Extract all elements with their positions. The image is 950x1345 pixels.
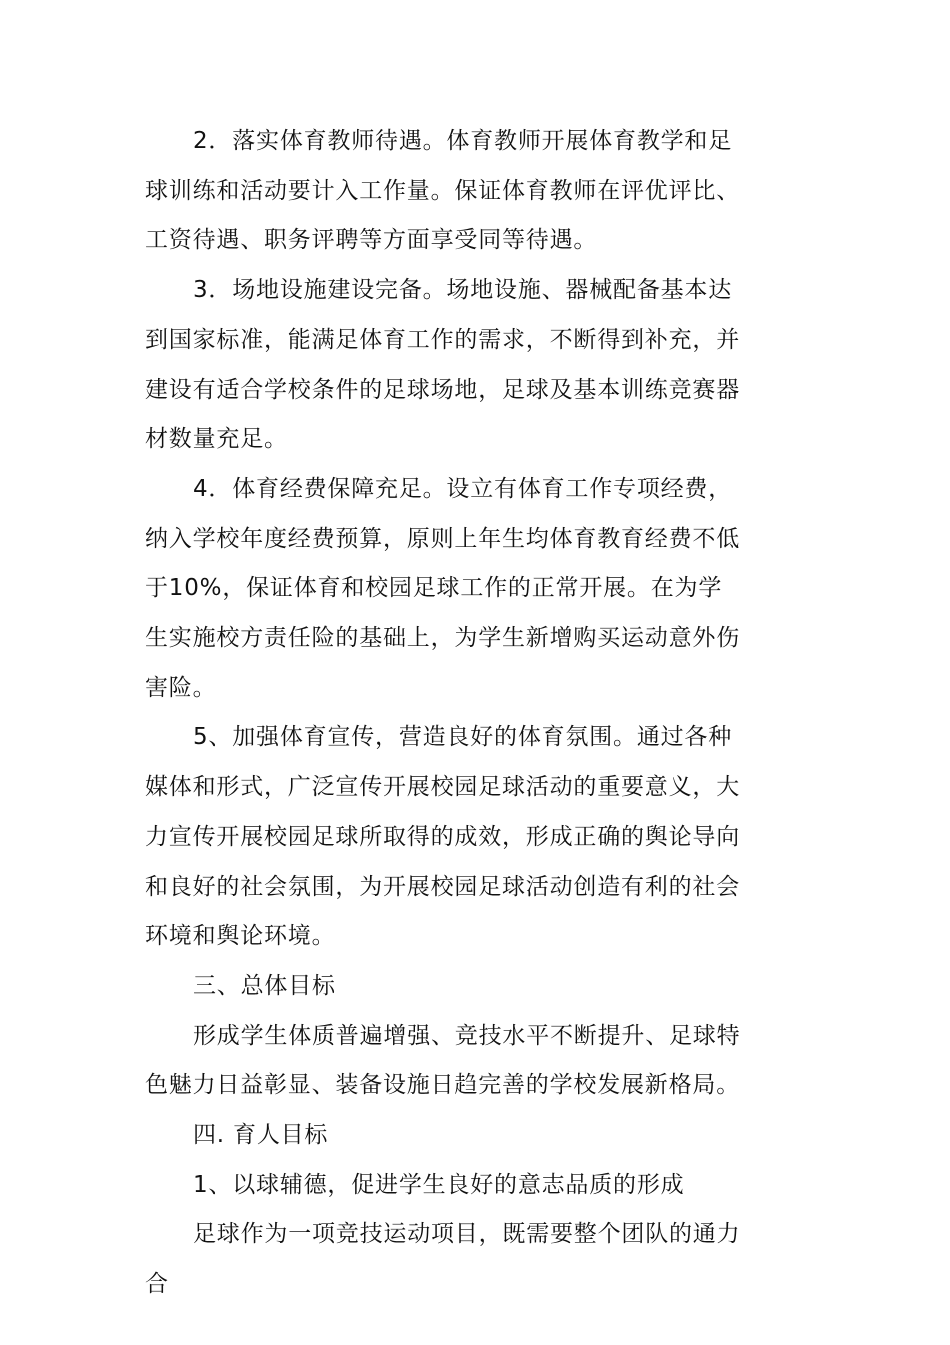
subheading-morality: 1、以球辅德，促进学生良好的意志品质的形成	[193, 1171, 685, 1198]
paragraph-overall-goal: 形成学生体质普遍增强、竞技水平不断提升、足球特色魅力日益彰显、装备设施日趋完善的学校发展新格局。	[145, 1022, 741, 1099]
paragraph-funding: 4．体育经费保障充足。设立有体育工作专项经费，纳入学校年度经费预算，原则上年生均体育教育经费不低于10%，保证体育和校园足球工作的正常开展。在为学生实施校方责任险的基础上，为学生新增购买运动意外伤害险。	[145, 475, 740, 701]
paragraph-football-teamwork: 足球作为一项竞技运动项目，既需要整个团队的通力合	[145, 1221, 741, 1298]
paragraph-teacher-treatment: 2．落实体育教师待遇。体育教师开展体育教学和足球训练和活动要计入工作量。保证体育教师在评优评比、工资待遇、职务评聘等方面享受同等待遇。	[145, 128, 740, 254]
heading-education-goal: 四. 育人目标	[193, 1122, 329, 1149]
paragraph-publicity: 5、加强体育宣传，营造良好的体育氛围。通过各种媒体和形式，广泛宣传开展校园足球活动的重要意义，大力宣传开展校园足球所取得的成效，形成正确的舆论导向和良好的社会氛围，为开展校园足球活动创造有利的社会环境和舆论环境。	[145, 724, 740, 950]
paragraph-facilities: 3．场地设施建设完备。场地设施、器械配备基本达到国家标准，能满足体育工作的需求，不断得到补充，并建设有适合学校条件的足球场地，足球及基本训练竞赛器材数量充足。	[145, 277, 740, 453]
document-body	[145, 117, 745, 1310]
heading-overall-goal: 三、总体目标	[193, 972, 336, 999]
